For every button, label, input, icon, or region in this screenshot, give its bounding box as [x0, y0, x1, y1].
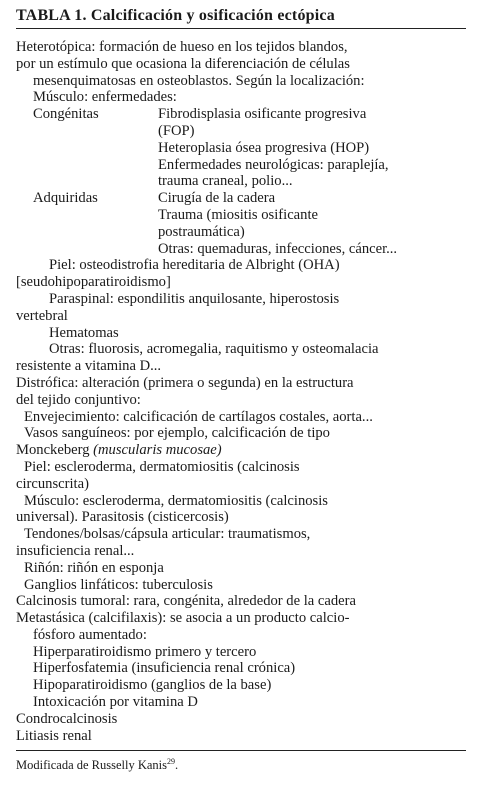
metastasica-intro-2: fósforo aumentado: [33, 626, 147, 643]
otras-heterotopic-2: resistente a vitamina D... [16, 358, 162, 375]
congenitas-item: (FOP) [158, 122, 195, 139]
congenitas-item: Fibrodisplasia osificante progresiva [158, 106, 367, 123]
footnote-text: Modificada de Russelly Kanis [16, 758, 168, 773]
litiasis-renal: Litiasis renal [16, 727, 92, 744]
heterotopic-intro-3: mesenquimatosas en osteoblastos. Según la localización: [33, 72, 365, 89]
vasos-sanguineos-2 [16, 442, 466, 459]
ganglios: Ganglios linfáticos: tuberculosis [24, 576, 213, 593]
adquiridas-label: Adquiridas [33, 190, 98, 207]
distrofica-intro: Distrófica: alteración (primera o segunda) en la estructura [16, 374, 354, 391]
congenitas-item: Enfermedades neurológicas: paraplejía, [158, 156, 389, 173]
calcinosis-tumoral: Calcinosis tumoral: rara, congénita, alrededor de la cadera [16, 593, 356, 610]
piel-distrofica-2: circunscrita) [16, 475, 89, 492]
vasos-sanguineos: Vasos sanguíneos: por ejemplo, calcificación de tipo [24, 425, 330, 442]
footnote-ref: 29 [167, 757, 176, 767]
congenitas-label: Congénitas [33, 106, 99, 123]
heterotopic-intro: Heterotópica: formación de hueso en los tejidos blandos, [16, 39, 348, 55]
adquiridas-item: Trauma (miositis osificante [158, 206, 318, 223]
paraspinal-2: vertebral [16, 307, 68, 324]
table-title: TABLA 1. Calcificación y osificación ectópica [16, 4, 466, 29]
congenitas-group [16, 106, 466, 190]
adquiridas-item: postraumática) [158, 223, 245, 240]
condrocalcinosis: Condrocalcinosis [16, 710, 118, 727]
adquiridas-item: Cirugía de la cadera [158, 190, 276, 207]
metastasica-item: Hiperparatiroidismo primero y tercero [33, 643, 257, 660]
table-body [16, 29, 466, 750]
congenitas-item: trauma craneal, polio... [158, 173, 293, 190]
paraspinal: Paraspinal: espondilitis anquilosante, hiperostosis [49, 290, 340, 307]
distrofica-intro-2: del tejido conjuntivo: [16, 391, 141, 408]
hematomas: Hematomas [49, 324, 119, 341]
metastasica-item: Hipoparatiroidismo (ganglios de la base) [33, 677, 272, 694]
metastasica-intro: Metastásica (calcifilaxis): se asocia a un producto calcio- [16, 610, 350, 627]
piel-heterotopic-2: [seudohipoparatiroidismo] [16, 274, 171, 291]
rinon: Riñón: riñón en esponja [24, 559, 164, 576]
tendones: Tendones/bolsas/cápsula articular: traumatismos, [24, 526, 311, 543]
musculo-distrofica: Músculo: escleroderma, dermatomiositis (calcinosis [24, 492, 328, 509]
vasos-text: Monckeberg [16, 442, 94, 459]
adquiridas-item: Otras: quemaduras, infecciones, cáncer... [158, 240, 398, 257]
footnote-end: . [175, 758, 179, 773]
otras-heterotopic: Otras: fluorosis, acromegalia, raquitismo y osteomalacia [49, 341, 379, 358]
musculo-distrofica-2: universal). Parasitosis (cisticercosis) [16, 509, 229, 526]
metastasica-item: Hiperfosfatemia (insuficiencia renal crónica) [33, 660, 296, 677]
piel-heterotopic: Piel: osteodistrofia hereditaria de Albright (OHA) [49, 257, 340, 274]
table-document [16, 4, 466, 773]
congenitas-item: Heteroplasia ósea progresiva (HOP) [158, 139, 370, 156]
envejecimiento: Envejecimiento: calcificación de cartílagos costales, aorta... [24, 408, 373, 425]
musculo-heading: Músculo: enfermedades: [33, 89, 177, 106]
tendones-2: insuficiencia renal... [16, 542, 135, 559]
adquiridas-group [16, 190, 466, 257]
table-footnote [16, 751, 466, 773]
vasos-italic: (muscularis mucosae) [93, 442, 222, 459]
heterotopic-intro-2: por un estímulo que ocasiona la diferenciación de células [16, 55, 350, 72]
piel-distrofica: Piel: escleroderma, dermatomiositis (calcinosis [24, 458, 300, 475]
metastasica-item: Intoxicación por vitamina D [33, 694, 198, 711]
